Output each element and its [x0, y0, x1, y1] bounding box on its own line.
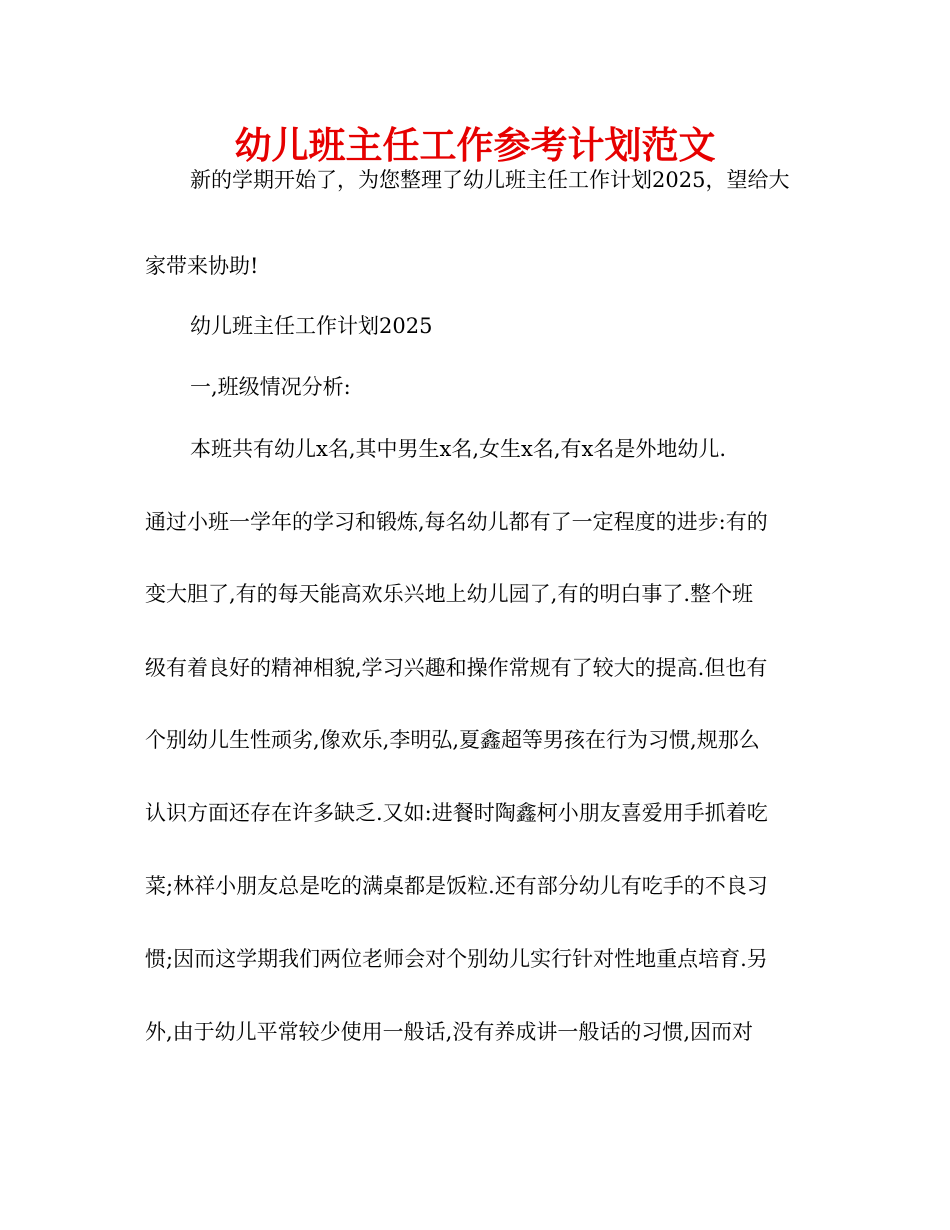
paragraph-line: 惯;因而这学期我们两位老师会对个别幼儿实行针对性地重点培育.另 [145, 947, 768, 971]
paragraph-line: 外,由于幼儿平常较少使用一般话,没有养成讲一般话的习惯,因而对 [145, 1020, 754, 1044]
paragraph-line: 变大胆了,有的每天能高欢乐兴地上幼儿园了,有的明白事了.整个班 [145, 582, 754, 606]
paragraph-line: 幼儿班主任工作计划2025 [190, 314, 433, 338]
paragraph-line: 认识方面还存在许多缺乏.又如:进餐时陶鑫柯小朋友喜爱用手抓着吃 [145, 801, 768, 825]
document-title: 幼儿班主任工作参考计划范文 [234, 124, 716, 167]
paragraph-line: 新的学期开始了，为您整理了幼儿班主任工作计划2025，望给大 [190, 168, 790, 192]
paragraph-line: 通过小班一学年的学习和锻炼,每名幼儿都有了一定程度的进步:有的 [145, 510, 768, 534]
paragraph-line: 家带来协助! [145, 254, 259, 278]
paragraph-line: 个别幼儿生性顽劣,像欢乐,李明弘,夏鑫超等男孩在行为习惯,规那么 [145, 728, 760, 752]
paragraph-line: 菜;林祥小朋友总是吃的满桌都是饭粒.还有部分幼儿有吃手的不良习 [145, 874, 768, 898]
paragraph-line: 本班共有幼儿x名,其中男生x名,女生x名,有x名是外地幼儿. [190, 437, 727, 461]
paragraph-line: 级有着良好的精神相貌,学习兴趣和操作常规有了较大的提高.但也有 [145, 656, 768, 680]
paragraph-line: 一,班级情况分析: [190, 375, 351, 399]
